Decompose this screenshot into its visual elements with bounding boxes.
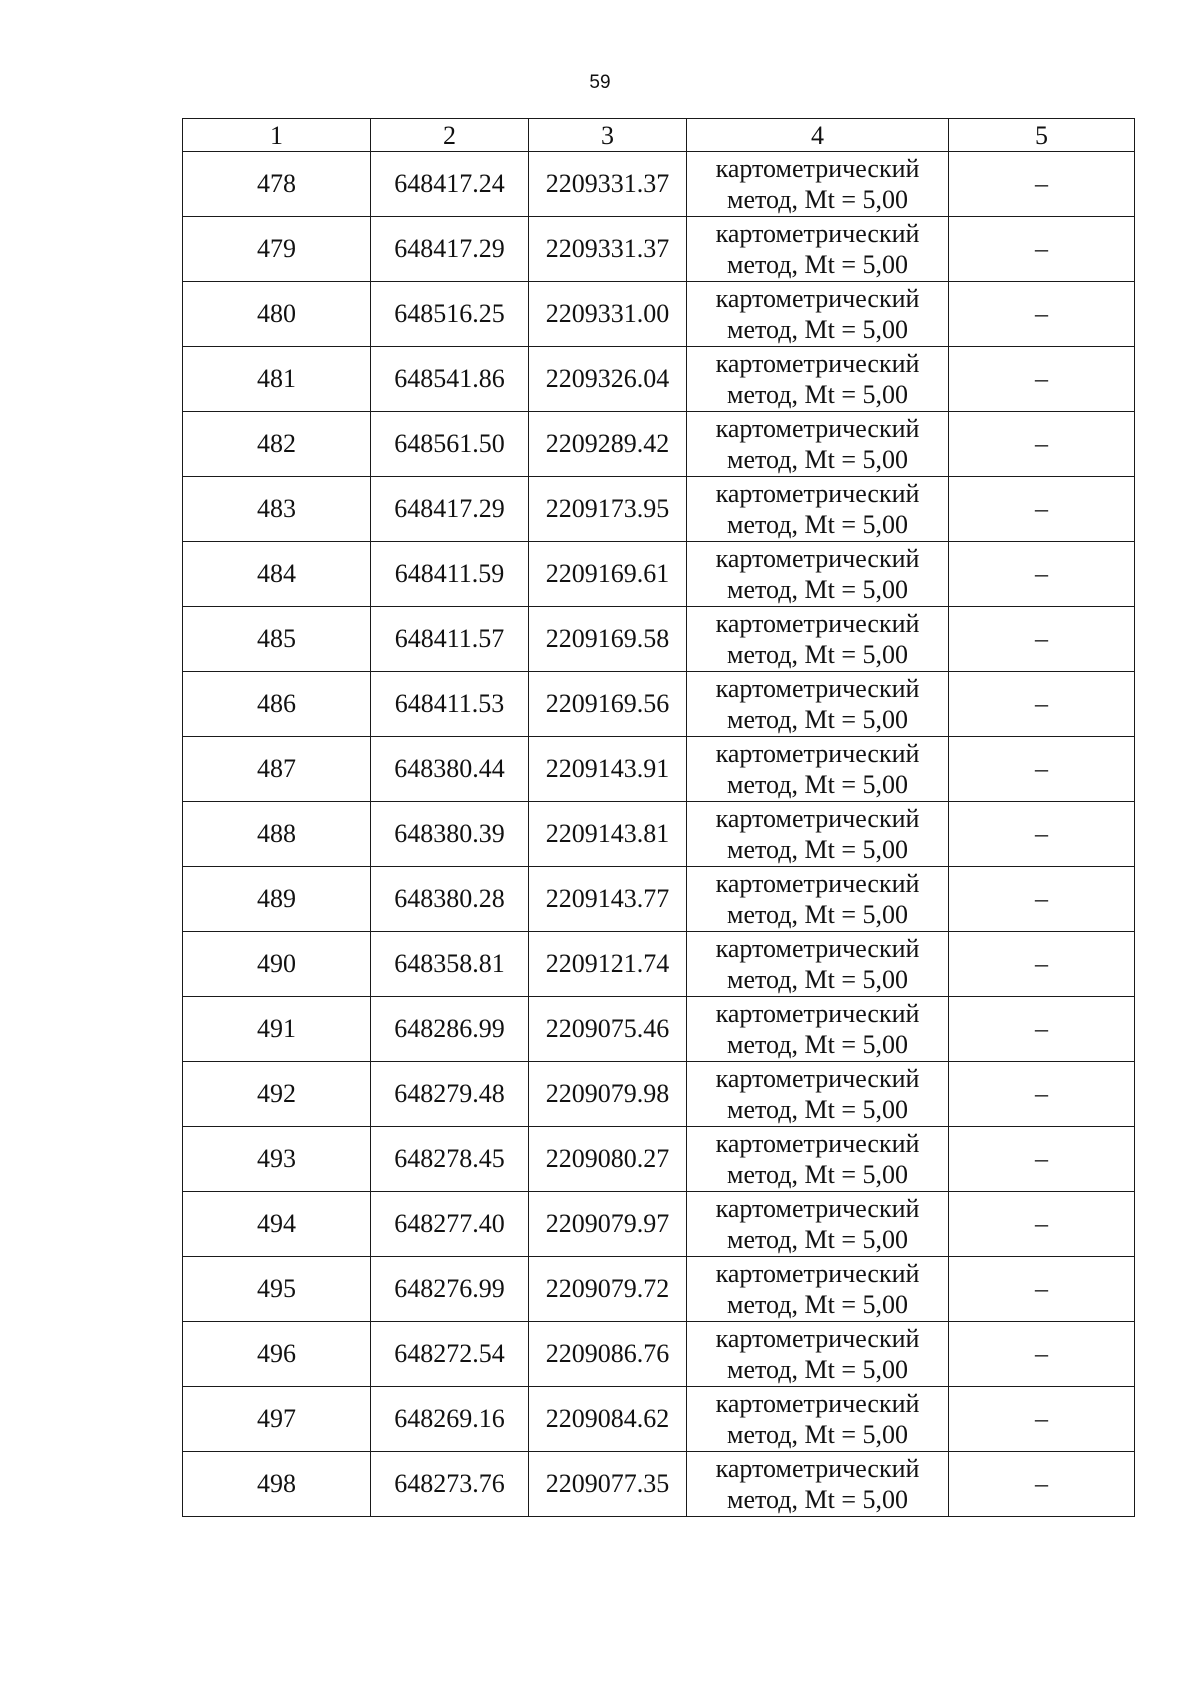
method-cell <box>687 1387 949 1452</box>
table-row <box>183 607 1135 672</box>
x-coordinate-cell: 648279.48 <box>371 1062 529 1127</box>
method-line-1: картометрический <box>715 1194 920 1223</box>
method-cell <box>687 737 949 802</box>
point-number-cell: 495 <box>183 1257 371 1322</box>
table-row <box>183 1387 1135 1452</box>
table-row <box>183 932 1135 997</box>
point-number-cell: 483 <box>183 477 371 542</box>
note-cell: – <box>949 607 1135 672</box>
note-cell: – <box>949 867 1135 932</box>
note-cell: – <box>949 672 1135 737</box>
method-cell <box>687 672 949 737</box>
method-line-2: метод, Mt = 5,00 <box>727 315 908 344</box>
table-row <box>183 1062 1135 1127</box>
note-cell: – <box>949 997 1135 1062</box>
point-number-cell: 497 <box>183 1387 371 1452</box>
y-coordinate-cell: 2209079.72 <box>529 1257 687 1322</box>
method-line-1: картометрический <box>715 609 920 638</box>
method-cell <box>687 152 949 217</box>
method-line-2: метод, Mt = 5,00 <box>727 510 908 539</box>
point-number-cell: 489 <box>183 867 371 932</box>
method-line-1: картометрический <box>715 869 920 898</box>
method-line-2: метод, Mt = 5,00 <box>727 380 908 409</box>
table-row <box>183 477 1135 542</box>
y-coordinate-cell: 2209143.77 <box>529 867 687 932</box>
point-number-cell: 481 <box>183 347 371 412</box>
method-line-1: картометрический <box>715 934 920 963</box>
y-coordinate-cell: 2209289.42 <box>529 412 687 477</box>
method-line-2: метод, Mt = 5,00 <box>727 705 908 734</box>
x-coordinate-cell: 648417.29 <box>371 217 529 282</box>
method-line-1: картометрический <box>715 999 920 1028</box>
x-coordinate-cell: 648411.53 <box>371 672 529 737</box>
x-coordinate-cell: 648273.76 <box>371 1452 529 1517</box>
method-line-2: метод, Mt = 5,00 <box>727 1030 908 1059</box>
point-number-cell: 479 <box>183 217 371 282</box>
method-cell <box>687 1192 949 1257</box>
method-cell <box>687 607 949 672</box>
y-coordinate-cell: 2209169.61 <box>529 542 687 607</box>
point-number-cell: 494 <box>183 1192 371 1257</box>
note-cell: – <box>949 412 1135 477</box>
x-coordinate-cell: 648276.99 <box>371 1257 529 1322</box>
table-row <box>183 672 1135 737</box>
method-line-1: картометрический <box>715 804 920 833</box>
method-line-2: метод, Mt = 5,00 <box>727 250 908 279</box>
method-line-2: метод, Mt = 5,00 <box>727 1485 908 1514</box>
y-coordinate-cell: 2209086.76 <box>529 1322 687 1387</box>
y-coordinate-cell: 2209331.37 <box>529 217 687 282</box>
table-row <box>183 1257 1135 1322</box>
y-coordinate-cell: 2209079.98 <box>529 1062 687 1127</box>
table-row <box>183 217 1135 282</box>
note-cell: – <box>949 1452 1135 1517</box>
point-number-cell: 487 <box>183 737 371 802</box>
method-cell <box>687 1062 949 1127</box>
y-coordinate-cell: 2209331.37 <box>529 152 687 217</box>
x-coordinate-cell: 648380.44 <box>371 737 529 802</box>
method-line-2: метод, Mt = 5,00 <box>727 965 908 994</box>
table-row <box>183 1452 1135 1517</box>
point-number-cell: 486 <box>183 672 371 737</box>
note-cell: – <box>949 932 1135 997</box>
method-line-1: картометрический <box>715 349 920 378</box>
method-line-2: метод, Mt = 5,00 <box>727 1095 908 1124</box>
x-coordinate-cell: 648380.39 <box>371 802 529 867</box>
method-line-1: картометрический <box>715 1064 920 1093</box>
point-number-cell: 490 <box>183 932 371 997</box>
y-coordinate-cell: 2209079.97 <box>529 1192 687 1257</box>
point-number-cell: 496 <box>183 1322 371 1387</box>
method-line-1: картометрический <box>715 544 920 573</box>
table-row <box>183 412 1135 477</box>
x-coordinate-cell: 648411.59 <box>371 542 529 607</box>
y-coordinate-cell: 2209143.91 <box>529 737 687 802</box>
note-cell: – <box>949 1192 1135 1257</box>
y-coordinate-cell: 2209143.81 <box>529 802 687 867</box>
note-cell: – <box>949 542 1135 607</box>
method-cell <box>687 282 949 347</box>
method-line-1: картометрический <box>715 414 920 443</box>
note-cell: – <box>949 1127 1135 1192</box>
x-coordinate-cell: 648358.81 <box>371 932 529 997</box>
point-number-cell: 485 <box>183 607 371 672</box>
table-row <box>183 1127 1135 1192</box>
point-number-cell: 478 <box>183 152 371 217</box>
method-cell <box>687 802 949 867</box>
y-coordinate-cell: 2209075.46 <box>529 997 687 1062</box>
table-row <box>183 737 1135 802</box>
method-cell <box>687 867 949 932</box>
y-coordinate-cell: 2209077.35 <box>529 1452 687 1517</box>
x-coordinate-cell: 648516.25 <box>371 282 529 347</box>
page-number: 59 <box>589 72 611 93</box>
table-header-row <box>183 119 1135 152</box>
point-number-cell: 498 <box>183 1452 371 1517</box>
method-line-2: метод, Mt = 5,00 <box>727 185 908 214</box>
column-header-5: 5 <box>949 119 1135 152</box>
method-cell <box>687 1127 949 1192</box>
x-coordinate-cell: 648541.86 <box>371 347 529 412</box>
y-coordinate-cell: 2209173.95 <box>529 477 687 542</box>
method-line-1: картометрический <box>715 219 920 248</box>
y-coordinate-cell: 2209169.58 <box>529 607 687 672</box>
method-line-1: картометрический <box>715 674 920 703</box>
table-row <box>183 152 1135 217</box>
point-number-cell: 480 <box>183 282 371 347</box>
method-line-1: картометрический <box>715 154 920 183</box>
method-line-2: метод, Mt = 5,00 <box>727 575 908 604</box>
method-cell <box>687 997 949 1062</box>
method-line-2: метод, Mt = 5,00 <box>727 1290 908 1319</box>
x-coordinate-cell: 648380.28 <box>371 867 529 932</box>
method-line-2: метод, Mt = 5,00 <box>727 1225 908 1254</box>
note-cell: – <box>949 282 1135 347</box>
method-line-2: метод, Mt = 5,00 <box>727 835 908 864</box>
method-line-2: метод, Mt = 5,00 <box>727 1355 908 1384</box>
table-body <box>183 119 1135 1517</box>
x-coordinate-cell: 648278.45 <box>371 1127 529 1192</box>
coordinates-table <box>182 118 1135 1517</box>
y-coordinate-cell: 2209080.27 <box>529 1127 687 1192</box>
point-number-cell: 482 <box>183 412 371 477</box>
column-header-1: 1 <box>183 119 371 152</box>
note-cell: – <box>949 1387 1135 1452</box>
method-line-2: метод, Mt = 5,00 <box>727 770 908 799</box>
point-number-cell: 492 <box>183 1062 371 1127</box>
note-cell: – <box>949 152 1135 217</box>
table-row <box>183 347 1135 412</box>
method-line-2: метод, Mt = 5,00 <box>727 900 908 929</box>
method-line-1: картометрический <box>715 739 920 768</box>
method-line-1: картометрический <box>715 1389 920 1418</box>
method-cell <box>687 1322 949 1387</box>
table-row <box>183 867 1135 932</box>
note-cell: – <box>949 802 1135 867</box>
y-coordinate-cell: 2209169.56 <box>529 672 687 737</box>
column-header-3: 3 <box>529 119 687 152</box>
table-row <box>183 1322 1135 1387</box>
method-cell <box>687 1452 949 1517</box>
method-cell <box>687 1257 949 1322</box>
y-coordinate-cell: 2209084.62 <box>529 1387 687 1452</box>
method-cell <box>687 217 949 282</box>
method-cell <box>687 477 949 542</box>
x-coordinate-cell: 648272.54 <box>371 1322 529 1387</box>
note-cell: – <box>949 1322 1135 1387</box>
x-coordinate-cell: 648411.57 <box>371 607 529 672</box>
point-number-cell: 488 <box>183 802 371 867</box>
method-line-1: картометрический <box>715 1324 920 1353</box>
x-coordinate-cell: 648417.24 <box>371 152 529 217</box>
table-row <box>183 282 1135 347</box>
method-cell <box>687 347 949 412</box>
note-cell: – <box>949 1257 1135 1322</box>
method-line-2: метод, Mt = 5,00 <box>727 1160 908 1189</box>
method-line-1: картометрический <box>715 284 920 313</box>
method-line-2: метод, Mt = 5,00 <box>727 640 908 669</box>
y-coordinate-cell: 2209331.00 <box>529 282 687 347</box>
point-number-cell: 484 <box>183 542 371 607</box>
method-line-2: метод, Mt = 5,00 <box>727 445 908 474</box>
method-line-1: картометрический <box>715 479 920 508</box>
column-header-2: 2 <box>371 119 529 152</box>
method-line-1: картометрический <box>715 1454 920 1483</box>
method-cell <box>687 412 949 477</box>
x-coordinate-cell: 648561.50 <box>371 412 529 477</box>
column-header-4: 4 <box>687 119 949 152</box>
method-line-1: картометрический <box>715 1259 920 1288</box>
note-cell: – <box>949 737 1135 802</box>
table-row <box>183 997 1135 1062</box>
table-row <box>183 542 1135 607</box>
y-coordinate-cell: 2209326.04 <box>529 347 687 412</box>
point-number-cell: 491 <box>183 997 371 1062</box>
method-line-2: метод, Mt = 5,00 <box>727 1420 908 1449</box>
note-cell: – <box>949 217 1135 282</box>
y-coordinate-cell: 2209121.74 <box>529 932 687 997</box>
point-number-cell: 493 <box>183 1127 371 1192</box>
note-cell: – <box>949 477 1135 542</box>
x-coordinate-cell: 648277.40 <box>371 1192 529 1257</box>
x-coordinate-cell: 648286.99 <box>371 997 529 1062</box>
method-line-1: картометрический <box>715 1129 920 1158</box>
x-coordinate-cell: 648417.29 <box>371 477 529 542</box>
table-row <box>183 1192 1135 1257</box>
table-row <box>183 802 1135 867</box>
note-cell: – <box>949 1062 1135 1127</box>
method-cell <box>687 542 949 607</box>
x-coordinate-cell: 648269.16 <box>371 1387 529 1452</box>
note-cell: – <box>949 347 1135 412</box>
method-cell <box>687 932 949 997</box>
